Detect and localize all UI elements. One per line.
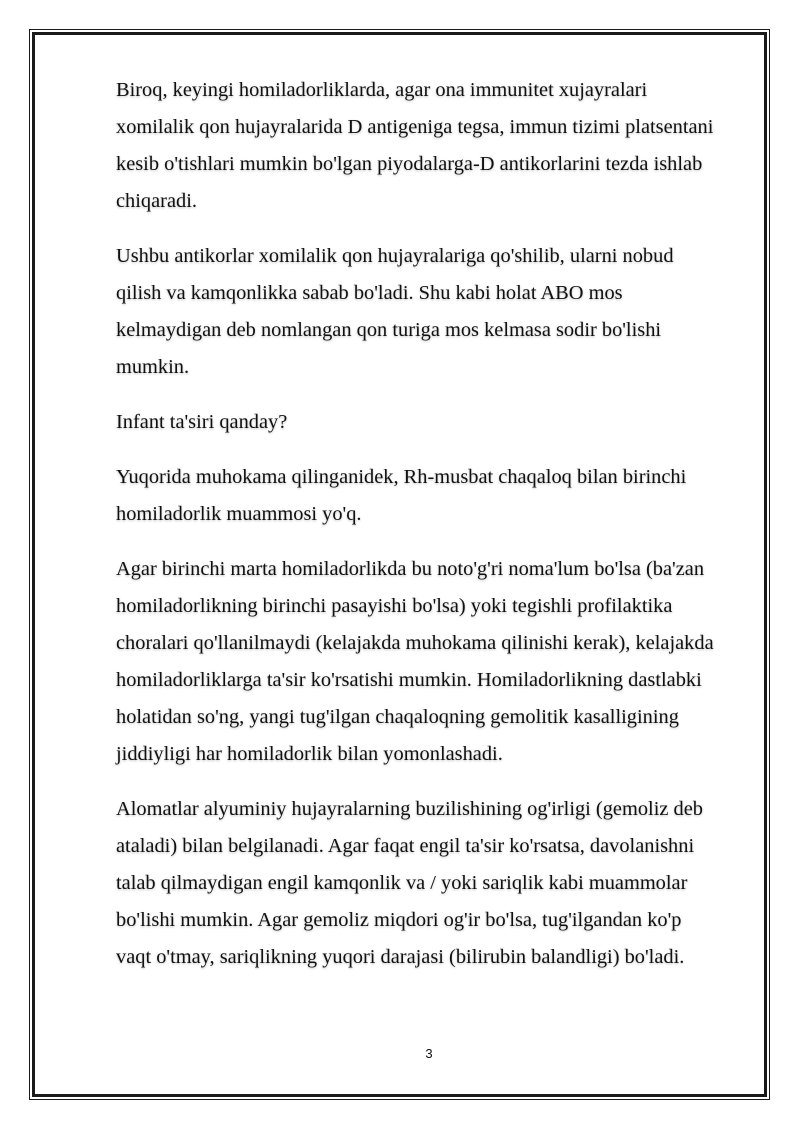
page-number: 3	[425, 1046, 433, 1061]
paragraph-5: Alomatlar alyuminiy hujayralarning buzilishining og'irligi (gemoliz deb ataladi) bilan belgilanadi. Agar faqat engil ta'sir ko'rsatsa, davolanishni talab qilmaydigan engil kamqonlik va / yoki sariqlik kabi muammolar bo'lishi mumkin. Agar gemoliz miqdori og'ir bo'lsa, tug'ilgandan ko'p vaqt o'tmay, sariqlikning yuqori darajasi (bilirubin balandligi) bo'ladi.	[116, 798, 703, 968]
paragraph-3: Yuqorida muhokama qilinganidek, Rh-musbat chaqaloq bilan birinchi homiladorlik muammosi yo'q.	[116, 466, 687, 525]
paragraph-1: Biroq, keyingi homiladorliklarda, agar ona immunitet xujayralari xomilalik qon hujayralarida D antigeniga tegsa, immun tizimi platsentani kesib o'tishlari mumkin bo'lgan piyodalarga-D antikorlarini tezda ishlab chiqaradi.	[116, 79, 714, 212]
paragraph-4: Agar birinchi marta homiladorlikda bu noto'g'ri noma'lum bo'lsa (ba'zan homiladorlikning birinchi pasayishi bo'lsa) yoki tegishli profilaktika choralari qo'llanilmaydi (kelajakda muhokama qilinishi kerak), kelajakda homiladorliklarga ta'sir ko'rsatishi mumkin. Homiladorlikning dastlabki holatidan so'ng, yangi tug'ilgan chaqaloqning gemolitik kasalligining jiddiyligi har homiladorlik bilan yomonlashadi.	[116, 558, 714, 765]
paragraph-2: Ushbu antikorlar xomilalik qon hujayralariga qo'shilib, ularni nobud qilish va kamqonlikka sabab bo'ladi. Shu kabi holat ABO mos kelmaydigan deb nomlangan qon turiga mos kelmasa sodir bo'lishi mumkin.	[116, 245, 674, 378]
section-heading: Infant ta'siri qanday?	[116, 411, 288, 433]
document-body	[116, 72, 716, 994]
